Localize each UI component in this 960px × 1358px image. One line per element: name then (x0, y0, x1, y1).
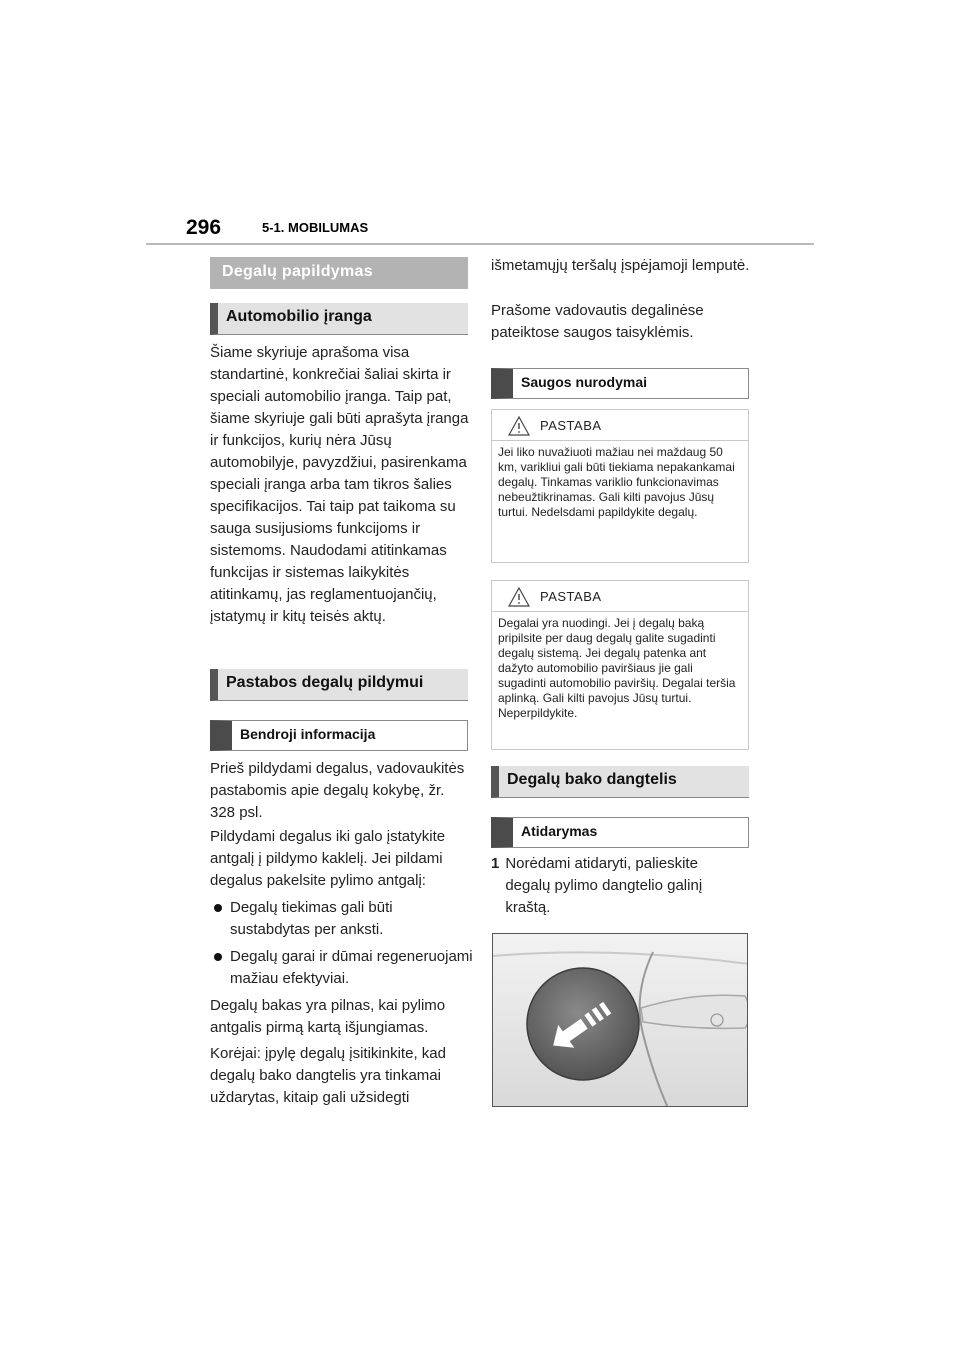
note-box (491, 409, 749, 563)
note-text: Jei liko nuvažiuoti mažiau nei maždaug 50 km, varikliui gali būti tiekiama nepakankamai degalų. Tinkamas variklio funkcionavimas nebeužtikrinamas. Gali kilti pavojus Jūsų turtui. Nedelsdami papildykite degalų. (498, 445, 735, 519)
note-header (492, 581, 748, 612)
heading-refueling-notes: Pastabos degalų pildymui (210, 669, 468, 701)
paragraph-tank-full: Degalų bakas yra pilnas, kai pylimo antgalis pirmą kartą išjungiamas. (210, 997, 446, 1036)
paragraph-continued: išmetamųjų teršalų įspėjamoji lemputė. (491, 257, 750, 274)
heading-fuel-cap: Degalų bako dangtelis (491, 766, 749, 798)
note-header (492, 410, 748, 441)
fuel-flap-illustration (492, 933, 748, 1107)
bullet-item (212, 897, 474, 941)
bullet-dot (214, 904, 222, 912)
paragraph-nozzle: Pildydami degalus iki galo įstatykite antgalį į pildymo kaklelį. Jei pildami degalus pakelsite pylimo antgalį: (210, 828, 446, 889)
heading-refueling: Degalų papildymas (210, 257, 468, 289)
step-1 (491, 853, 753, 919)
note-label: PASTABA (540, 589, 602, 604)
note-label: PASTABA (540, 418, 602, 433)
step-number: 1 (491, 855, 500, 872)
note-text: Degalai yra nuodingi. Jei į degalų baką pripilsite per daug degalų galite sugadinti degalų sistemą. Jei degalų patenka ant dažyto automobilio paviršiaus jie gali sugadinti automobilio paviršių. Degalai teršia aplinką. Gali kilti pavojus Jūsų turtui. Neperpildykite. (498, 616, 736, 720)
bullet-item (212, 946, 476, 990)
bullet-dot (214, 953, 222, 961)
bullet-text: Degalų tiekimas gali būti sustabdytas per anksti. (230, 899, 393, 938)
step-text: Norėdami atidaryti, palieskite degalų pylimo dangtelio galinį kraštą. (505, 855, 703, 916)
bullet-text: Degalų garai ir dūmai regeneruojami mažiau efektyviai. (230, 948, 473, 987)
equipment-paragraph: Šiame skyriuje aprašoma visa standartinė, konkrečiai šaliai skirta ir speciali automobilio įranga. Taip pat, šiame skyriuje gali būti aprašyta įranga ir funkcijos, kurių nėra Jūsų automobilyje, pavyzdžiui, pasirenkama speciali įranga arba tam tikros šalies specifikacijos. Tai taip pat taikoma su sauga susijusioms funkcijoms ir sistemoms. Naudodami atitinkamas funkcijas ir sistemas laikykitės atitinkamų, jas reglamentuojančių, įstatymų ir kitų teisės aktų. (210, 344, 469, 625)
paragraph-fuel-quality: Prieš pildydami degalus, vadovaukitės pastabomis apie degalų kokybę, žr. 328 psl. (210, 760, 465, 821)
heading-safety-instructions: Saugos nurodymai (491, 368, 749, 399)
heading-opening: Atidarymas (491, 817, 749, 848)
paragraph-korea: Korėjai: įpylę degalų įsitikinkite, kad degalų bako dangtelis yra tinkamai uždarytas, kitaip gali užsidegti (210, 1045, 446, 1106)
section-title: 5-1. MOBILUMAS (262, 220, 369, 235)
fuel-flap-drawing (493, 934, 748, 1107)
note-box (491, 580, 749, 750)
header-divider (146, 243, 814, 245)
paragraph-safety-rules: Prašome vadovautis degalinėse pateiktose saugos taisyklėmis. (491, 302, 704, 341)
warning-triangle-icon (508, 416, 530, 436)
warning-triangle-icon (508, 587, 530, 607)
heading-vehicle-equipment: Automobilio įranga (210, 303, 468, 335)
heading-general-info: Bendroji informacija (210, 720, 468, 751)
page-number: 296 (186, 216, 222, 239)
